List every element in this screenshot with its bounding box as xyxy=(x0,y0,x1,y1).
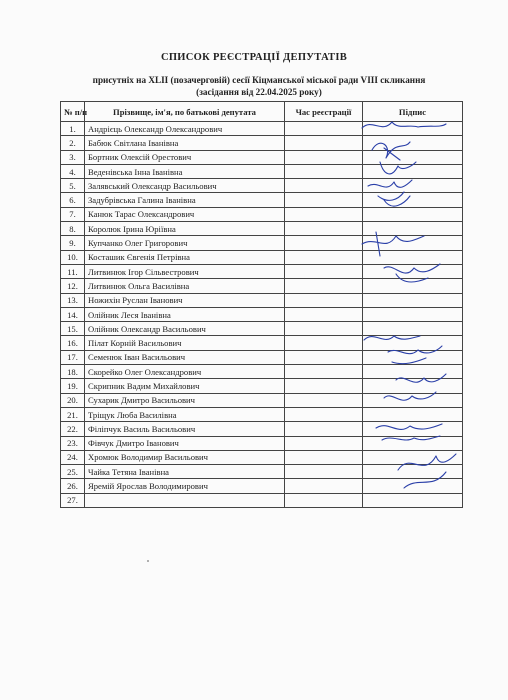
cell-signature xyxy=(363,236,463,250)
cell-name: Литвинюк Ольга Василівна xyxy=(85,279,285,293)
stray-mark xyxy=(147,560,149,562)
cell-name: Олійник Леся Іванівна xyxy=(85,307,285,321)
cell-time xyxy=(285,450,363,464)
registration-table xyxy=(60,101,463,508)
table-row xyxy=(61,365,463,379)
cell-name: Веденівська Інна Іванівна xyxy=(85,164,285,178)
cell-time xyxy=(285,207,363,221)
table-row xyxy=(61,450,463,464)
cell-signature xyxy=(363,307,463,321)
table-row xyxy=(61,479,463,493)
cell-number: 1. xyxy=(61,122,85,136)
cell-number: 4. xyxy=(61,164,85,178)
header-name: Прізвище, ім'я, по батькові депутата xyxy=(85,102,285,122)
cell-signature xyxy=(363,479,463,493)
cell-number: 24. xyxy=(61,450,85,464)
cell-time xyxy=(285,307,363,321)
cell-signature xyxy=(363,450,463,464)
cell-signature xyxy=(363,150,463,164)
cell-name: Сухарик Дмитро Васильович xyxy=(85,393,285,407)
cell-name: Семенюк Іван Васильович xyxy=(85,350,285,364)
cell-time xyxy=(285,322,363,336)
cell-name: Бортник Олексій Орестович xyxy=(85,150,285,164)
cell-number: 23. xyxy=(61,436,85,450)
cell-name: Тріщук Люба Василівна xyxy=(85,407,285,421)
cell-time xyxy=(285,422,363,436)
cell-time xyxy=(285,279,363,293)
cell-time xyxy=(285,150,363,164)
header-signature: Підпис xyxy=(363,102,463,122)
cell-time xyxy=(285,236,363,250)
cell-time xyxy=(285,122,363,136)
cell-signature xyxy=(363,207,463,221)
cell-name: Бабюк Світлана Іванівна xyxy=(85,136,285,150)
cell-time xyxy=(285,179,363,193)
cell-number: 5. xyxy=(61,179,85,193)
cell-name: Скрипник Вадим Михайлович xyxy=(85,379,285,393)
cell-number: 7. xyxy=(61,207,85,221)
header-number: № п/п xyxy=(61,102,85,122)
cell-time xyxy=(285,407,363,421)
cell-name: Косташик Євгенія Петрівна xyxy=(85,250,285,264)
cell-name: Скорейко Олег Олександрович xyxy=(85,365,285,379)
cell-name: Купчанко Олег Григорович xyxy=(85,236,285,250)
cell-time xyxy=(285,436,363,450)
cell-name: Королюк Ірина Юріївна xyxy=(85,222,285,236)
cell-name: Канюк Тарас Олександрович xyxy=(85,207,285,221)
cell-number: 21. xyxy=(61,407,85,421)
table-body xyxy=(61,122,463,508)
cell-time xyxy=(285,493,363,507)
cell-name: Фівчук Дмитро Іванович xyxy=(85,436,285,450)
cell-name: Чайка Тетяна Іванівна xyxy=(85,465,285,479)
cell-signature xyxy=(363,264,463,278)
subtitle-line-2: (засідання від 22.04.2025 року) xyxy=(196,87,322,97)
cell-signature xyxy=(363,422,463,436)
table-row xyxy=(61,136,463,150)
cell-signature xyxy=(363,350,463,364)
cell-signature xyxy=(363,293,463,307)
table-row xyxy=(61,436,463,450)
table-row xyxy=(61,193,463,207)
cell-number: 12. xyxy=(61,279,85,293)
table-row xyxy=(61,322,463,336)
table-row xyxy=(61,379,463,393)
cell-number: 19. xyxy=(61,379,85,393)
cell-number: 3. xyxy=(61,150,85,164)
table-row xyxy=(61,122,463,136)
cell-number: 10. xyxy=(61,250,85,264)
cell-signature xyxy=(363,465,463,479)
cell-number: 11. xyxy=(61,264,85,278)
cell-time xyxy=(285,264,363,278)
table-row xyxy=(61,465,463,479)
table-row xyxy=(61,207,463,221)
cell-name: Філіпчук Василь Васильович xyxy=(85,422,285,436)
cell-signature xyxy=(363,493,463,507)
table-row xyxy=(61,250,463,264)
table-row xyxy=(61,493,463,507)
cell-signature xyxy=(363,193,463,207)
cell-signature xyxy=(363,250,463,264)
cell-time xyxy=(285,479,363,493)
table-row xyxy=(61,307,463,321)
document-subtitle xyxy=(40,74,478,98)
cell-name: Андрієць Олександр Олександрович xyxy=(85,122,285,136)
cell-signature xyxy=(363,379,463,393)
table-row xyxy=(61,293,463,307)
cell-name: Яремій Ярослав Володимирович xyxy=(85,479,285,493)
cell-time xyxy=(285,465,363,479)
cell-number: 22. xyxy=(61,422,85,436)
cell-time xyxy=(285,136,363,150)
cell-name: Задубрівська Галина Іванівна xyxy=(85,193,285,207)
cell-time xyxy=(285,293,363,307)
cell-signature xyxy=(363,336,463,350)
table-row xyxy=(61,222,463,236)
cell-signature xyxy=(363,122,463,136)
cell-time xyxy=(285,250,363,264)
table-row xyxy=(61,236,463,250)
cell-time xyxy=(285,365,363,379)
cell-time xyxy=(285,350,363,364)
cell-number: 8. xyxy=(61,222,85,236)
cell-signature xyxy=(363,179,463,193)
cell-signature xyxy=(363,222,463,236)
cell-signature xyxy=(363,407,463,421)
cell-name: Ножихін Руслан Іванович xyxy=(85,293,285,307)
cell-number: 15. xyxy=(61,322,85,336)
cell-time xyxy=(285,379,363,393)
cell-signature xyxy=(363,365,463,379)
table-row xyxy=(61,393,463,407)
header-time: Час реєстрації xyxy=(285,102,363,122)
cell-number: 26. xyxy=(61,479,85,493)
cell-name: Хромюк Володимир Васильович xyxy=(85,450,285,464)
table-row xyxy=(61,279,463,293)
cell-time xyxy=(285,164,363,178)
table-row xyxy=(61,422,463,436)
table-header-row xyxy=(61,102,463,122)
table-row xyxy=(61,407,463,421)
cell-number: 20. xyxy=(61,393,85,407)
cell-time xyxy=(285,393,363,407)
cell-number: 13. xyxy=(61,293,85,307)
table-row xyxy=(61,179,463,193)
cell-number: 14. xyxy=(61,307,85,321)
cell-number: 25. xyxy=(61,465,85,479)
subtitle-line-1: присутніх на XLII (позачерговій) сесії Кіцманської міської ради VIII скликання xyxy=(92,75,426,85)
cell-number: 18. xyxy=(61,365,85,379)
cell-time xyxy=(285,336,363,350)
cell-name xyxy=(85,493,285,507)
cell-signature xyxy=(363,436,463,450)
cell-number: 17. xyxy=(61,350,85,364)
cell-signature xyxy=(363,136,463,150)
table-row xyxy=(61,264,463,278)
cell-time xyxy=(285,222,363,236)
cell-number: 6. xyxy=(61,193,85,207)
cell-number: 27. xyxy=(61,493,85,507)
table-row xyxy=(61,336,463,350)
table-row xyxy=(61,350,463,364)
document-title: СПИСОК РЕЄСТРАЦІЇ ДЕПУТАТІВ xyxy=(160,52,348,63)
cell-number: 16. xyxy=(61,336,85,350)
cell-number: 9. xyxy=(61,236,85,250)
cell-name: Залявський Олександр Васильович xyxy=(85,179,285,193)
cell-signature xyxy=(363,279,463,293)
cell-signature xyxy=(363,164,463,178)
cell-name: Пілат Корній Васильович xyxy=(85,336,285,350)
cell-signature xyxy=(363,322,463,336)
cell-time xyxy=(285,193,363,207)
cell-number: 2. xyxy=(61,136,85,150)
cell-name: Литвинюк Ігор Сільвестрович xyxy=(85,264,285,278)
table-row xyxy=(61,164,463,178)
cell-name: Олійник Олександр Васильович xyxy=(85,322,285,336)
cell-signature xyxy=(363,393,463,407)
table-row xyxy=(61,150,463,164)
